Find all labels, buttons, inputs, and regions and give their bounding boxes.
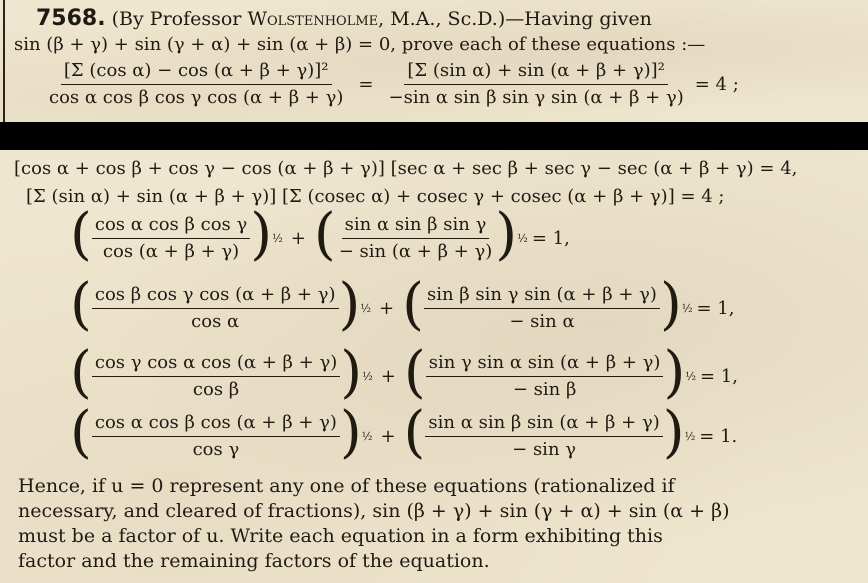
row1-a-numerator: cos α cos β cos γ bbox=[92, 214, 250, 239]
equation-row-3: ( $\frac{\text{cos γ cos α cos (α + β + γ)}}{\text{cos β}}$ ) ½ + ( $\frac{\text{sin γ sin α sin (α + β + γ)}}{\text{− sin β}}$ ) ½ = 1, bbox=[70, 339, 738, 405]
eq1-rhs-numerator: [Σ (sin α) + sin (α + β + γ)]² bbox=[404, 60, 667, 85]
author-open: (By Professor bbox=[111, 8, 248, 30]
equation-1 bbox=[46, 60, 739, 109]
row3-a-numerator: cos γ cos α cos (α + β + γ) bbox=[92, 352, 340, 377]
eq1-equals: = bbox=[358, 74, 374, 95]
plus-sign: + bbox=[380, 366, 396, 387]
equation-2: [cos α + cos β + cos γ − cos (α + β + γ)] [sec α + sec β + sec γ − sec (α + β + γ) = 4, bbox=[14, 158, 798, 179]
row4-b-numerator: sin α sin β sin (α + β + γ) bbox=[425, 412, 662, 437]
eq1-lhs-fraction bbox=[46, 60, 346, 109]
row4-a-denominator: cos γ bbox=[192, 438, 240, 460]
plus-sign: + bbox=[380, 426, 396, 447]
eq1-lhs-denominator: cos α cos β cos γ cos (α + β + γ) bbox=[49, 86, 344, 108]
exponent-half: ½ bbox=[517, 232, 528, 245]
problem-header bbox=[36, 6, 652, 31]
author-name: Wolstenholme bbox=[247, 8, 379, 30]
row1-b-denominator: − sin (α + β + γ) bbox=[338, 240, 493, 262]
given-condition: sin (β + γ) + sin (γ + α) + sin (α + β) = 0, prove each of these equations :— bbox=[14, 34, 706, 55]
top-page-fragment bbox=[0, 0, 868, 122]
row1-tail: = 1, bbox=[531, 228, 570, 249]
row4-tail: = 1. bbox=[699, 426, 738, 447]
eq1-rhs-fraction bbox=[386, 60, 687, 109]
equation-3: [Σ (sin α) + sin (α + β + γ)] [Σ (cosec α) + cosec γ + cosec (α + β + γ)] = 4 ; bbox=[26, 186, 725, 207]
row2-b-denominator: − sin α bbox=[509, 310, 575, 332]
author-close: , M.A., Sc.D.)—Having given bbox=[378, 8, 652, 30]
row1-b-numerator: sin α sin β sin γ bbox=[342, 214, 490, 239]
equation-row-2: ( $\frac{\text{cos β cos γ cos (α + β + γ)}}{\text{cos α}}$ ) ½ + ( $\frac{\text{sin β sin γ sin (α + β + γ)}}{\text{− sin α}}$ ) ½ = 1, bbox=[70, 271, 735, 337]
row3-a-denominator: cos β bbox=[192, 378, 240, 400]
scan-gap-band bbox=[0, 122, 868, 150]
plus-sign: + bbox=[379, 298, 395, 319]
row2-a-numerator: cos β cos γ cos (α + β + γ) bbox=[92, 284, 339, 309]
exponent-half: ½ bbox=[685, 370, 696, 383]
row1-a-denominator: cos (α + β + γ) bbox=[102, 240, 240, 262]
exponent-half: ½ bbox=[362, 370, 373, 383]
margin-rule bbox=[3, 0, 5, 122]
paragraph-line-2: necessary, and cleared of fractions), sin (β + γ) + sin (γ + α) + sin (α + β) bbox=[18, 500, 730, 522]
bottom-page-fragment bbox=[0, 150, 868, 583]
paragraph-line-3: must be a factor of u. Write each equation in a form exhibiting this bbox=[18, 525, 663, 547]
eq1-tail: = 4 ; bbox=[694, 74, 739, 95]
row2-b-numerator: sin β sin γ sin (α + β + γ) bbox=[424, 284, 660, 309]
exponent-half: ½ bbox=[360, 302, 372, 315]
row3-b-numerator: sin γ sin α sin (α + β + γ) bbox=[426, 352, 664, 377]
exponent-half: ½ bbox=[361, 430, 373, 443]
row2-tail: = 1, bbox=[696, 298, 735, 319]
paragraph-line-4: factor and the remaining factors of the equation. bbox=[18, 550, 490, 572]
exponent-half: ½ bbox=[681, 302, 693, 315]
eq1-rhs-denominator: −sin α sin β sin γ sin (α + β + γ) bbox=[388, 86, 684, 108]
row4-a-numerator: cos α cos β cos (α + β + γ) bbox=[92, 412, 340, 437]
paragraph-line-1: Hence, if u = 0 represent any one of these equations (rationalized if bbox=[18, 475, 675, 497]
problem-number: 7568. bbox=[36, 6, 106, 31]
eq1-lhs-numerator: [Σ (cos α) − cos (α + β + γ)]² bbox=[61, 60, 332, 85]
equation-row-1: ( $\frac{\text{cos α cos β cos γ}}{\cos (\alpha + \beta + \gamma)}$ ) ½ + ( $\frac{\text{sin α sin β sin γ}}{- \sin (\alpha + \beta + \gamma)}$ ) ½ = 1, bbox=[70, 201, 570, 267]
plus-sign: + bbox=[290, 228, 306, 249]
row3-b-denominator: − sin β bbox=[512, 378, 577, 400]
row2-a-denominator: cos α bbox=[191, 310, 240, 332]
equation-row-4: ( $\frac{\text{cos α cos β cos (α + β + γ)}}{\text{cos γ}}$ ) ½ + ( $\frac{\text{sin α sin β sin (α + β + γ)}}{\text{− sin γ}}$ ) ½ = 1. bbox=[70, 399, 738, 465]
exponent-half: ½ bbox=[684, 430, 696, 443]
exponent-half: ½ bbox=[272, 232, 283, 245]
row3-tail: = 1, bbox=[699, 366, 738, 387]
row4-b-denominator: − sin γ bbox=[512, 438, 577, 460]
